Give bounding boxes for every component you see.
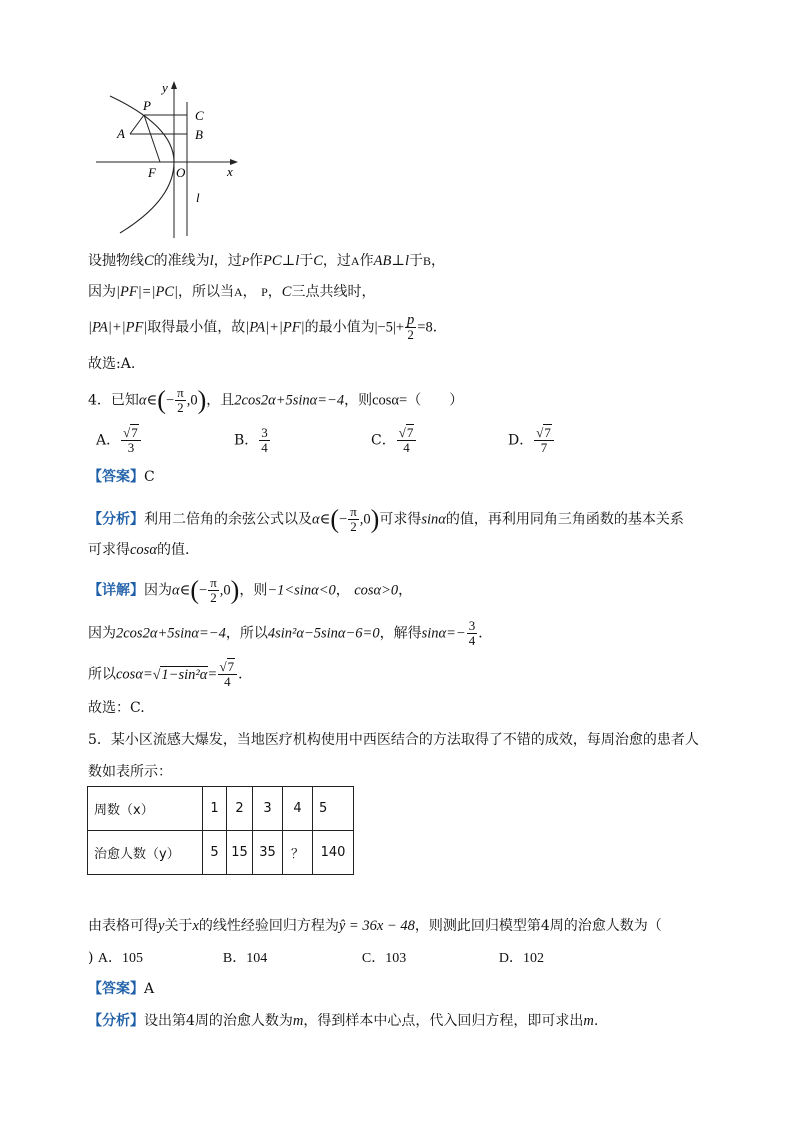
table-cell: 5 [313,787,354,831]
fraction-p-over-2: $\frac{p}{2}$ [407,312,415,342]
label-B: B [195,127,203,142]
q5-data-table [87,786,354,875]
y-axis-arrow [171,81,177,89]
q4-detail-2: 因为2cos2α+5sinα=−4，所以4sin²α−5sinα−6=0，解得sinα=− $\frac{3}{4}$ ． [88,618,493,648]
q5-option-d: D．102 [498,951,545,966]
label-l: l [196,190,200,205]
table-cell: ？ [283,831,313,875]
q5-regression-line: 由表格可得y关于x的线性经验回归方程为ŷ = 36x − 48，则测此回归模型第4周的治愈人数为（ [88,918,662,934]
table-cell: 3 [253,787,283,831]
table-cell: 140 [313,831,354,875]
table-header-cell: 周数（x） [88,787,203,831]
label-O: O [176,165,186,180]
q4-option-d: D． $\frac{√7}{7}$ [508,426,555,455]
segment-PA [130,115,144,134]
label-A: A [117,126,125,141]
q5-option-c: C．103 [361,951,407,966]
q4-answer: 【答案】C [88,469,155,485]
q5-options: ) A．105 B．104 C．103 D．102 [88,950,545,966]
table-cell: 2 [227,787,253,831]
q5-option-a: A．105 [97,951,144,966]
table-header-cell: 治愈人数（y） [88,831,203,875]
label-C: C [195,108,204,123]
label-P: P [143,98,151,113]
q4-option-a: A． $\frac{√7}{3}$ [96,426,142,455]
q4-choice: 故选：C. [88,700,145,716]
q4-option-b: B． $\frac{3}{4}$ [234,425,268,455]
table-cell: 4 [283,787,313,831]
parabola-figure [90,78,250,243]
q4-analysis-2: 可求得cosα的值. [88,542,190,558]
label-x: x [227,164,233,179]
table-cell: 1 [203,787,227,831]
q4-detail-1: 【详解】因为α∈(− $\frac{\pi}{2}$ ,0)，则−1<sinα<0， cosα>0， [88,575,413,605]
q5-stem-2: 数如表所示： [88,764,172,780]
label-y: y [162,80,168,95]
q4-detail-3: 所以cosα=√1−sin²α= $\frac{√7}{4}$ ． [88,659,253,689]
q5-stem-1: 5．某小区流感大爆发，当地医疗机构使用中西医结合的方法取得了不错的成效，每周治愈的患者人 [88,732,699,748]
parabola-curve [110,96,174,233]
table-row [88,831,354,875]
prev-line-1: 设抛物线C的准线为l，过P作PC⊥l于C，过A作AB⊥l于B， [88,253,445,269]
table-row [88,787,354,831]
q4-analysis-1: 【分析】利用二倍角的余弦公式以及α∈(− $\frac{\pi}{2}$ ,0)可求得sinα的值，再利用同角三角函数的基本关系 [88,504,684,534]
q5-answer: 【答案】A [88,981,155,997]
table-cell: 15 [227,831,253,875]
q4-option-c: C． $\frac{√7}{4}$ [371,426,417,455]
table-cell: 35 [253,831,283,875]
label-F: F [148,165,156,180]
prev-line-3: |PA|+|PF|取得最小值，故|PA|+|PF|的最小值为|−5|+ $\frac{p}{2}$ =8． [88,312,447,342]
q5-analysis: 【分析】设出第4周的治愈人数为m，得到样本中心点，代入回归方程，即可求出m. [88,1013,599,1029]
q5-option-b: B．104 [222,951,268,966]
prev-line-2: 因为|PF|=|PC|，所以当A， P，C三点共线时， [88,284,376,300]
prev-choice: 故选:A. [88,356,136,372]
table-cell: 5 [203,831,227,875]
q4-stem: 4．已知α∈(− $\frac{\pi}{2}$ ,0)，且2cos2α+5sinα=−4，则cosα=（ ） [88,385,464,415]
